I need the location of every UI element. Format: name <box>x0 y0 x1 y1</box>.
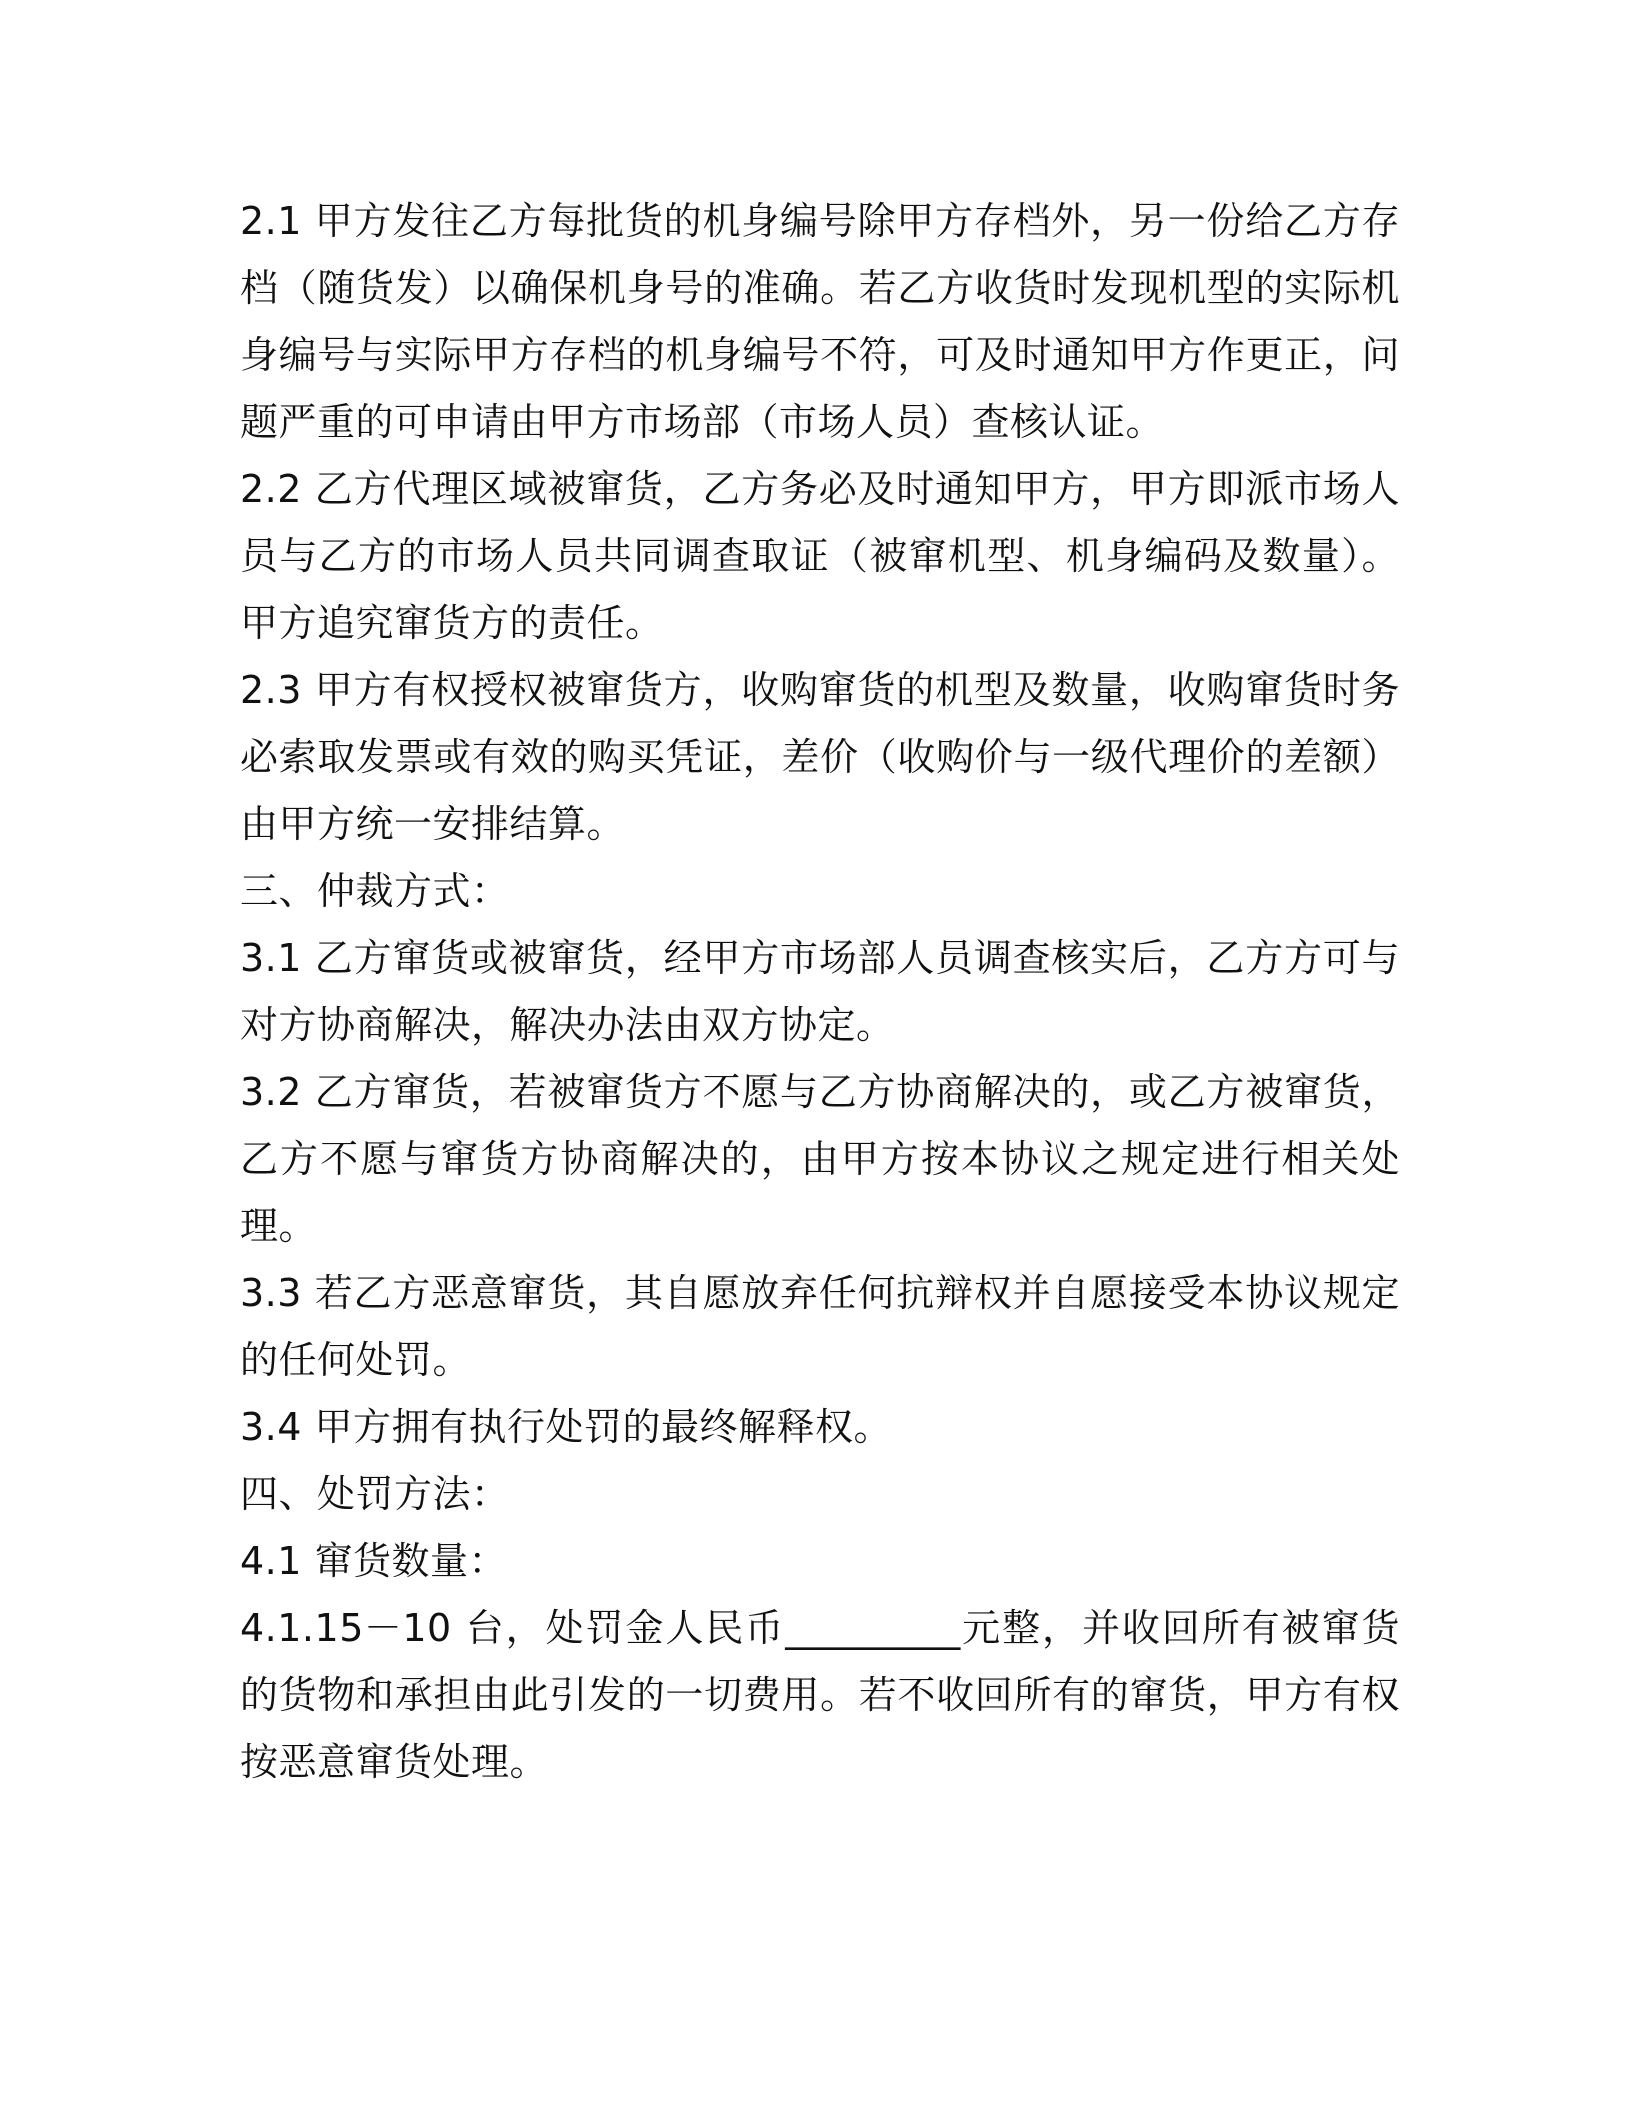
section-heading-penalty: 四、处罚方法： <box>240 1472 510 1516</box>
clause-3-3: 3.3 若乙方恶意窜货，其自愿放弃任何抗辩权并自愿接受本协议规定的任何处罚。 <box>240 1271 1400 1382</box>
clause-3-4: 3.4 甲方拥有执行处罚的最终解释权。 <box>240 1405 893 1449</box>
document-body <box>240 188 1400 1796</box>
clause-3-2: 3.2 乙方窜货，若被窜货方不愿与乙方协商解决的，或乙方被窜货，乙方不愿与窜货方协商解决的，由甲方按本协议之规定进行相关处理。 <box>240 1070 1400 1248</box>
clause-2-1: 2.1 甲方发往乙方每批货的机身编号除甲方存档外，另一份给乙方存档（随货发）以确保机身号的准确。若乙方收货时发现机型的实际机身编号与实际甲方存档的机身编号不符，可及时通知甲方作更正，问题严重的可申请由甲方市场部（市场人员）查核认证。 <box>240 199 1400 444</box>
clause-3-1: 3.1 乙方窜货或被窜货，经甲方市场部人员调查核实后，乙方方可与对方协商解决，解决办法由双方协定。 <box>240 936 1400 1047</box>
clause-4-1-1: 4.1.15－10 台，处罚金人民币_________元整，并收回所有被窜货的货物和承担由此引发的一切费用。若不收回所有的窜货，甲方有权按恶意窜货处理。 <box>240 1606 1400 1784</box>
clause-2-3: 2.3 甲方有权授权被窜货方，收购窜货的机型及数量，收购窜货时务必索取发票或有效的购买凭证，差价（收购价与一级代理价的差额）由甲方统一安排结算。 <box>240 668 1400 846</box>
section-heading-arbitration: 三、仲裁方式： <box>240 869 510 913</box>
clause-4-1: 4.1 窜货数量： <box>240 1539 508 1583</box>
clause-2-2: 2.2 乙方代理区域被窜货，乙方务必及时通知甲方，甲方即派市场人员与乙方的市场人员共同调查取证（被窜机型、机身编码及数量）。甲方追究窜货方的责任。 <box>240 467 1400 645</box>
